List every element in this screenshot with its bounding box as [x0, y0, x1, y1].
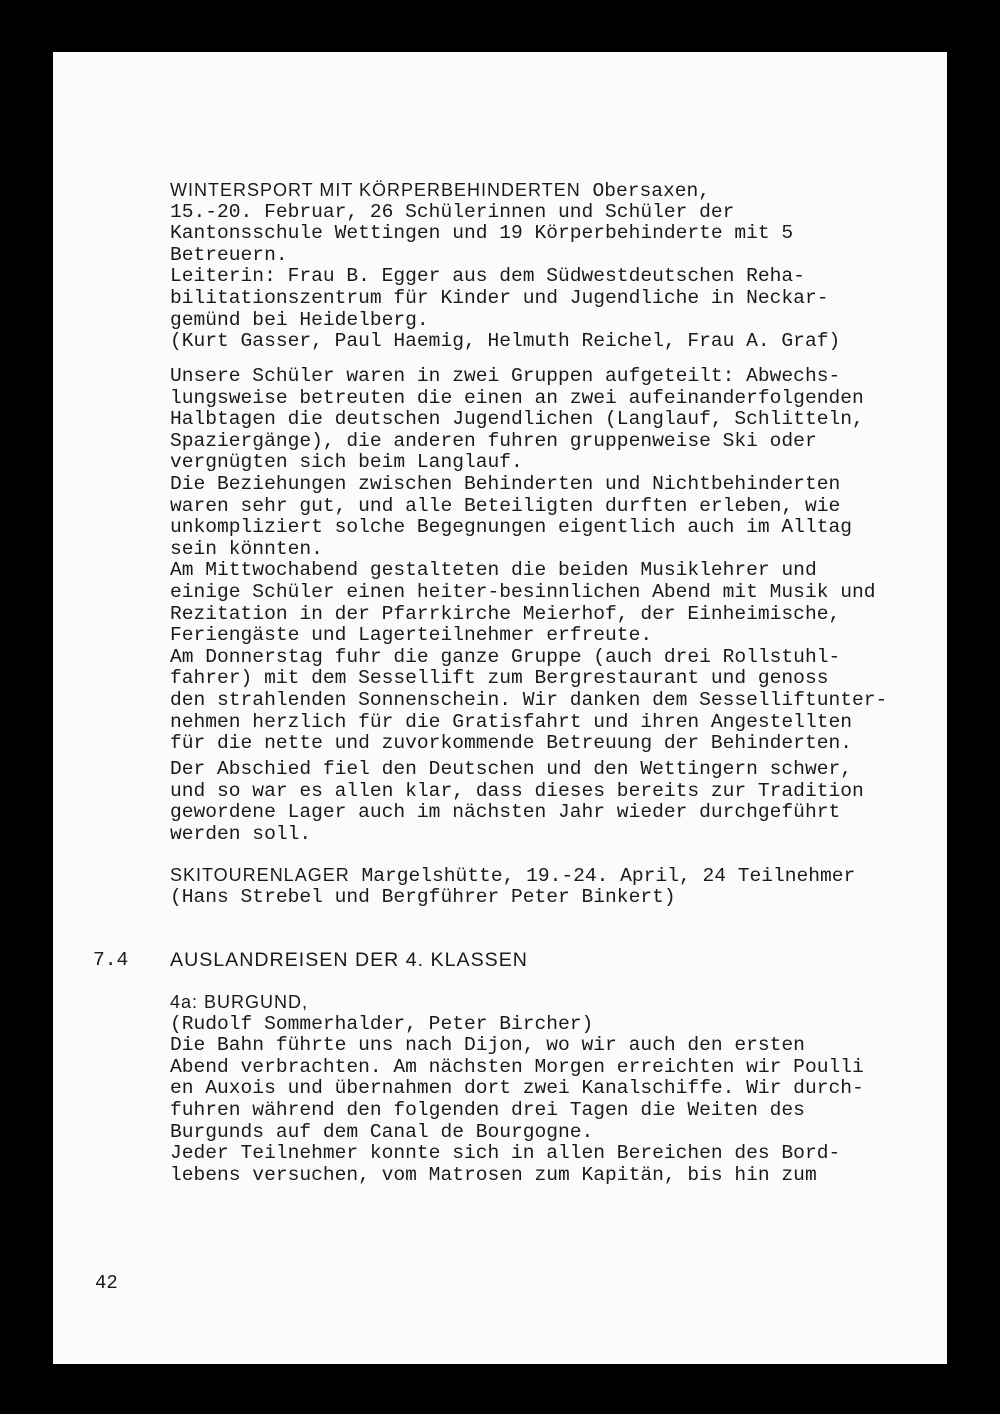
text-line: lungsweise betreuten die einen an zwei aufeinanderfolgenden — [170, 386, 864, 409]
text-line: sein könnten. — [170, 537, 323, 560]
skitourenlager-title: SKITOURENLAGER — [170, 865, 350, 885]
text-line: Unsere Schüler waren in zwei Gruppen aufgeteilt: Abwechs- — [170, 365, 841, 387]
wintersport-location: Obersaxen, — [580, 180, 711, 202]
wintersport-paragraph-1 — [170, 366, 970, 755]
burgund-entry — [170, 992, 970, 1186]
text-line: vergnügten sich beim Langlauf. — [170, 451, 523, 474]
text-line: Die Bahn führte uns nach Dijon, wo wir auch den ersten — [170, 1034, 805, 1057]
text-line: unkompliziert solche Begegnungen eigentlich auch im Alltag — [170, 516, 852, 539]
text-line: für die nette und zuvorkommende Betreuung der Behinderten. — [170, 732, 852, 755]
text-line: fuhren während den folgenden drei Tagen die Weiten des — [170, 1098, 805, 1121]
text-line: Spaziergänge), die anderen fuhren gruppenweise Ski oder — [170, 429, 817, 452]
text-line: werden soll. — [170, 822, 312, 845]
wintersport-title-line — [170, 180, 970, 202]
text-line: gemünd bei Heidelberg. — [170, 308, 429, 331]
section-number: 7.4 — [93, 949, 129, 971]
wintersport-header — [170, 180, 970, 353]
text-line: nehmen herzlich für die Gratisfahrt und ihren Angestellten — [170, 710, 852, 733]
text-line: (Hans Strebel und Bergführer Peter Binkert) — [170, 885, 676, 908]
text-line: Am Donnerstag fuhr die ganze Gruppe (auch drei Rollstuhl- — [170, 645, 841, 668]
wintersport-paragraph-2 — [170, 759, 970, 845]
text-line: Kantonsschule Wettingen und 19 Körperbehinderte mit 5 — [170, 222, 794, 245]
text-line: Burgunds auf dem Canal de Bourgogne. — [170, 1120, 594, 1143]
text-line: (Rudolf Sommerhalder, Peter Bircher) — [170, 1012, 594, 1035]
text-line: en Auxois und übernahmen dort zwei Kanalschiffe. Wir durch- — [170, 1077, 864, 1100]
text-line: bilitationszentrum für Kinder und Jugendliche in Neckar- — [170, 286, 829, 309]
text-line: waren sehr gut, und alle Beteiligten durften erleben, wie — [170, 494, 841, 517]
document-page — [53, 52, 947, 1364]
text-line: lebens versuchen, vom Matrosen zum Kapitän, bis hin zum — [170, 1163, 817, 1186]
text-line: Jeder Teilnehmer konnte sich in allen Bereichen des Bord- — [170, 1142, 841, 1165]
text-line: den strahlenden Sonnenschein. Wir danken dem Sesselliftunter- — [170, 688, 888, 711]
text-line: Am Mittwochabend gestalteten die beiden Musiklehrer und — [170, 559, 817, 582]
wintersport-title: WINTERSPORT MIT KÖRPERBEHINDERTEN — [170, 180, 581, 200]
page-number: 42 — [95, 1272, 118, 1294]
text-line: Leiterin: Frau B. Egger aus dem Südwestdeutschen Reha- — [170, 265, 805, 288]
section-heading — [170, 950, 970, 972]
text-line: Feriengäste und Lagerteilnehmer erfreute. — [170, 624, 653, 647]
skitourenlager-title-line — [170, 865, 970, 887]
burgund-heading: 4a: BURGUND, — [170, 992, 309, 1012]
skitourenlager-entry — [170, 865, 970, 908]
text-line: fahrer) mit dem Sessellift zum Bergrestaurant und genoss — [170, 667, 829, 690]
text-line: Abend verbrachten. Am nächsten Morgen erreichten wir Poulli — [170, 1055, 864, 1078]
text-line: gewordene Lager auch im nächsten Jahr wieder durchgeführt — [170, 801, 841, 824]
text-line: Rezitation in der Pfarrkirche Meierhof, der Einheimische, — [170, 602, 841, 625]
text-line: einige Schüler einen heiter-besinnlichen Abend mit Musik und — [170, 580, 876, 603]
burgund-heading-line — [170, 992, 970, 1014]
section-title: AUSLANDREISEN DER 4. KLASSEN — [170, 949, 528, 971]
skitourenlager-details: Margelshütte, 19.-24. April, 24 Teilnehmer — [349, 865, 856, 887]
text-line: 15.-20. Februar, 26 Schülerinnen und Schüler der — [170, 200, 735, 223]
text-line: Der Abschied fiel den Deutschen und den Wettingern schwer, — [170, 758, 852, 780]
text-line: Die Beziehungen zwischen Behinderten und Nichtbehinderten — [170, 472, 841, 495]
text-line: Halbtagen die deutschen Jugendlichen (Langlauf, Schlitteln, — [170, 408, 864, 431]
text-line: Betreuern. — [170, 243, 288, 266]
text-line: und so war es allen klar, dass dieses bereits zur Tradition — [170, 779, 864, 802]
text-line: (Kurt Gasser, Paul Haemig, Helmuth Reichel, Frau A. Graf) — [170, 330, 841, 353]
